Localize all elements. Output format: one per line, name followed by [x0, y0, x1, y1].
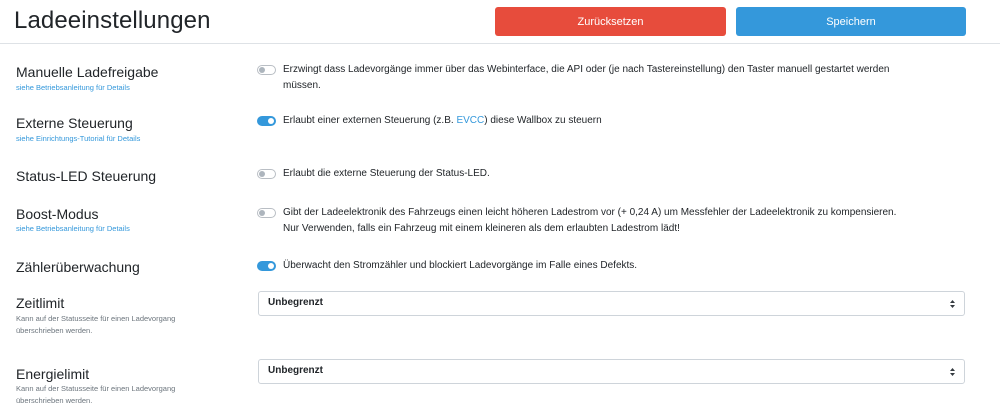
toggle-knob	[259, 210, 265, 216]
setting-label: Energielimit	[16, 366, 90, 382]
setting-label: Status-LED Steuerung	[16, 168, 157, 184]
description-line: Erzwingt dass Ladevorgänge immer über das Webinterface, die API oder (je nach Tastereinstellung) den Taster manuell gestartet werden	[283, 64, 890, 75]
tutorial-link[interactable]: siehe Einrichtungs-Tutorial für Details	[16, 134, 141, 143]
setting-label: Manuelle Ladefreigabe	[16, 64, 159, 80]
page-header	[0, 0, 1000, 44]
select-chevron-icon	[949, 366, 956, 378]
page-title: Ladeeinstellungen	[14, 7, 211, 34]
status-led-toggle[interactable]	[257, 169, 276, 179]
setting-label: Boost-Modus	[16, 206, 99, 222]
manual-link[interactable]: siehe Betriebsanleitung für Details	[16, 83, 130, 92]
toggle-knob	[259, 171, 265, 177]
description-text: ) diese Wallbox zu steuern	[484, 115, 602, 126]
help-line: überschrieben werden.	[16, 326, 93, 335]
save-button[interactable]: Speichern	[736, 7, 966, 36]
setting-help-text	[16, 313, 236, 337]
setting-label: Zählerüberwachung	[16, 259, 140, 275]
description-line: müssen.	[283, 80, 321, 91]
setting-label: Externe Steuerung	[16, 115, 133, 131]
meter-monitoring-toggle[interactable]	[257, 261, 276, 271]
description-line: Überwacht den Stromzähler und blockiert Ladevorgänge im Falle eines Defekts.	[283, 260, 638, 271]
setting-description	[283, 62, 973, 94]
select-value: Unbegrenzt	[268, 365, 323, 376]
setting-description	[283, 258, 973, 274]
manual-release-toggle[interactable]	[257, 65, 276, 75]
setting-description	[283, 113, 973, 129]
setting-label: Zeitlimit	[16, 295, 65, 311]
select-value: Unbegrenzt	[268, 297, 323, 308]
evcc-link[interactable]: EVCC	[456, 115, 485, 126]
manual-link[interactable]: siehe Betriebsanleitung für Details	[16, 224, 130, 233]
toggle-knob	[268, 118, 274, 124]
help-line: überschrieben werden.	[16, 396, 93, 405]
toggle-knob	[259, 67, 265, 73]
description-line: Nur Verwenden, falls ein Fahrzeug mit einem kleineren als dem erlaubten Ladestrom lädt!	[283, 223, 680, 234]
external-control-toggle[interactable]	[257, 116, 276, 126]
energy-limit-select[interactable]	[258, 359, 965, 384]
setting-description	[283, 166, 973, 182]
time-limit-select[interactable]	[258, 291, 965, 316]
setting-description	[283, 205, 973, 237]
setting-help-text	[16, 383, 236, 407]
reset-button[interactable]: Zurücksetzen	[495, 7, 726, 36]
select-chevron-icon	[949, 298, 956, 310]
help-line: Kann auf der Statusseite für einen Ladevorgang	[16, 384, 176, 393]
toggle-knob	[268, 263, 274, 269]
description-line: Gibt der Ladeelektronik des Fahrzeugs einen leicht höheren Ladestrom vor (+ 0,24 A) um Messfehler der Ladeelektronik zu kompensieren.	[283, 207, 897, 218]
help-line: Kann auf der Statusseite für einen Ladevorgang	[16, 314, 176, 323]
description-text: Erlaubt einer externen Steuerung (z.B.	[283, 115, 457, 126]
description-line: Erlaubt die externe Steuerung der Status-LED.	[283, 168, 490, 179]
boost-mode-toggle[interactable]	[257, 208, 276, 218]
